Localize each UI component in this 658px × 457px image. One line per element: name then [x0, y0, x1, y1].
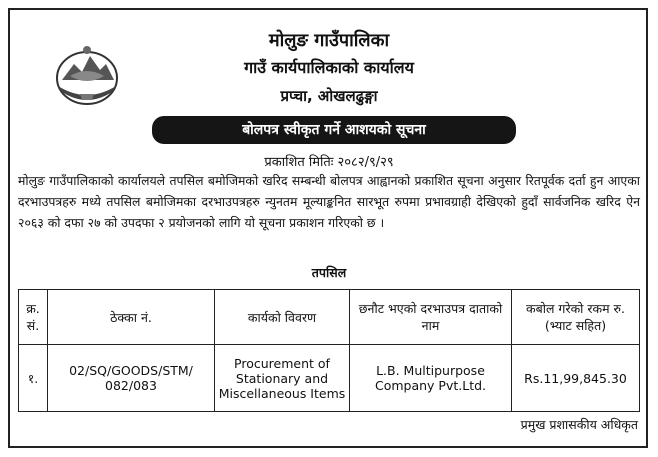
office-address: प्रप्चा, ओखलढुङ्गा [280, 87, 378, 105]
cell-contract-no: 02/SQ/GOODS/STM/ 082/083 [48, 345, 215, 412]
schedule-label: तपसिल [311, 265, 347, 280]
header-bid-amount: कबोल गरेको रकम रु. (भ्याट सहित) [512, 290, 640, 345]
bid-table [18, 289, 640, 412]
cell-bid-amount: Rs.11,99,845.30 [512, 345, 640, 412]
header-bidder-name: छनौट भएको दरभाउपत्र दाताको नाम [350, 290, 512, 345]
published-date: प्रकाशित मितिः २०८२/९/२९ [264, 155, 394, 170]
cell-serial: १. [19, 345, 48, 412]
header-work-description: कार्यको विवरण [215, 290, 350, 345]
table-header-row [19, 290, 640, 345]
office-name: गाउँ कार्यपालिकाको कार्यालय [244, 58, 414, 77]
header-contract-no: ठेक्का नं. [48, 290, 215, 345]
signature-title: प्रमुख प्रशासकीय अधिकृत [520, 417, 638, 432]
notice-title: बोलपत्र स्वीकृत गर्ने आशयको सूचना [152, 116, 516, 144]
notice-body: मोलुङ गाउँपालिकाको कार्यालयले तपसिल बमोजिमको खरिद सम्बन्धी बोलपत्र आह्वानको प्रकाशित सूचना अनुसार रितपूर्वक दर्ता हुन आएका दरभाउपत्रहरु मध्ये तपसिल बमोजिमका दरभाउपत्रहरु न्युनतम मूल्याङ्कनित सारभूत रुपमा प्रभावग्राही देखिएको हुदाँ सार्वजनिक खरिद ऐन २०६३ को दफा २७ को उपदफा २ प्रयोजनको लागि यो सूचना प्रकाशन गरिएको छ । [18, 173, 640, 230]
header-serial: क्र. सं. [19, 290, 48, 345]
cell-bidder-name: L.B. Multipurpose Company Pvt.Ltd. [350, 345, 512, 412]
cell-work-description: Procurement of Stationary and Miscellaneous Items [215, 345, 350, 412]
table-row [19, 345, 640, 412]
municipality-name: मोलुङ गाउँपालिका [268, 30, 390, 51]
